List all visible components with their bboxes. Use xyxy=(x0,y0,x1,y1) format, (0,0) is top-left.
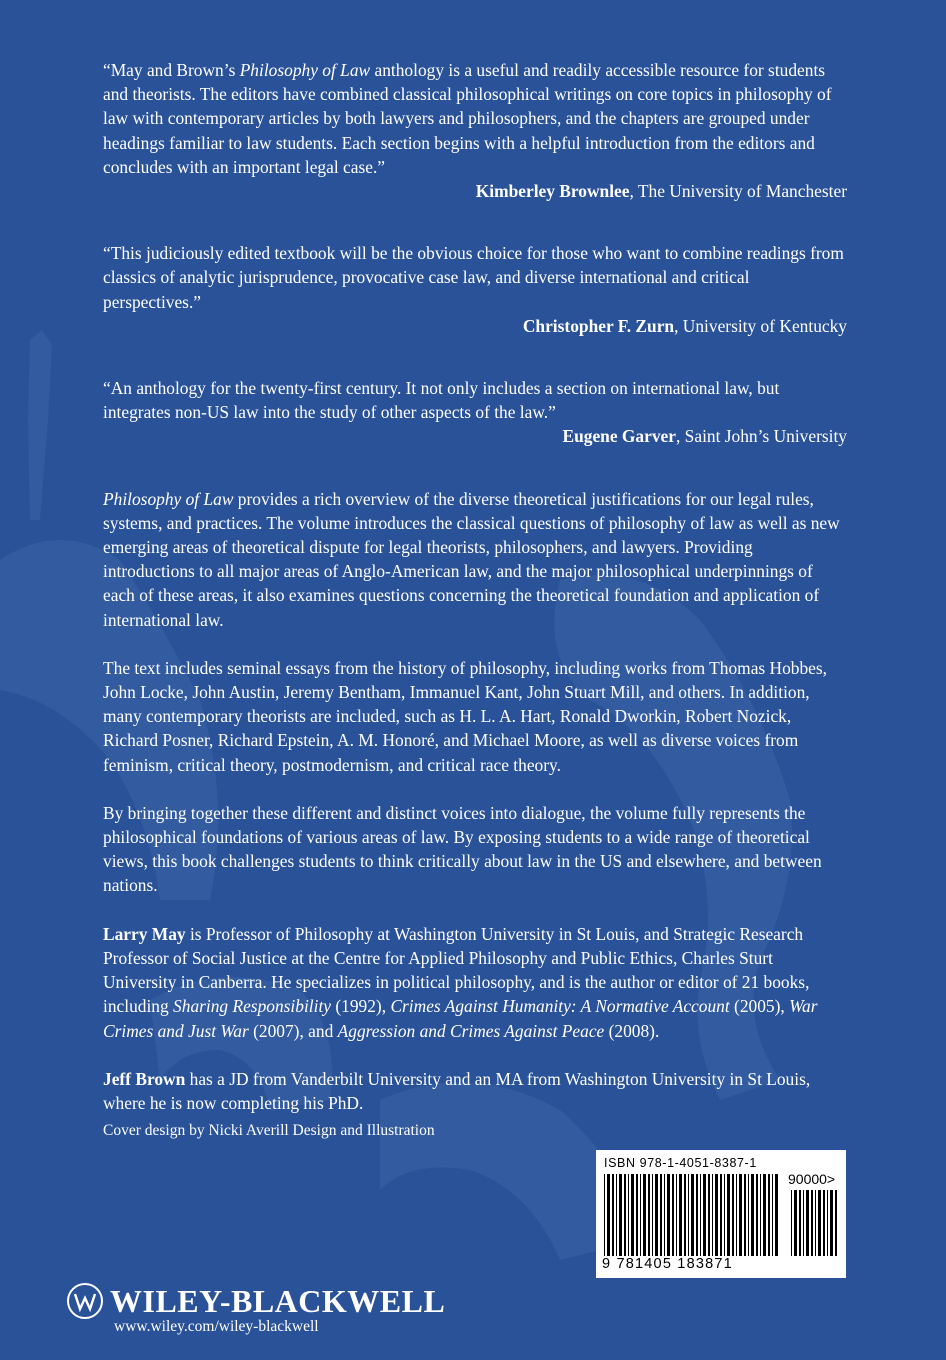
barcode-bar xyxy=(655,1174,658,1256)
barcode-bar xyxy=(679,1174,682,1256)
barcode-digits: 9 781405 183871 xyxy=(602,1256,733,1272)
cover-design-credit: Cover design by Nicki Averill Design and Illustration xyxy=(103,1122,435,1139)
barcode-bars xyxy=(604,1174,780,1256)
barcode-bar xyxy=(691,1174,694,1256)
barcode-bar xyxy=(791,1190,792,1256)
barcode-addon-label: 90000> xyxy=(788,1171,836,1187)
barcode-bar xyxy=(612,1174,614,1256)
barcode-bar xyxy=(700,1174,701,1256)
barcode-bar xyxy=(744,1174,746,1256)
quote-zurn: “This judiciously edited textbook will be the obvious choice for those who want to combine readings from classics of analytic jurisprudence, provocative case law, and diverse international and critical perspectives.” xyxy=(103,243,844,312)
quote-attribution: Eugene Garver, Saint John’s University xyxy=(562,426,847,447)
barcode-bar xyxy=(830,1190,833,1256)
barcode-bar xyxy=(720,1174,722,1256)
quote-attribution: Kimberley Brownlee, The University of Manchester xyxy=(475,181,847,202)
publisher-url: www.wiley.com/wiley-blackwell xyxy=(114,1318,319,1335)
barcode-bar xyxy=(806,1190,809,1256)
author-bio-brown: Jeff Brown has a JD from Vanderbilt University and an MA from Washington University in St Louis, where he is now completing his PhD. xyxy=(103,1068,811,1113)
barcode-bar xyxy=(660,1174,662,1256)
barcode-bar xyxy=(676,1174,677,1256)
isbn-barcode xyxy=(596,1150,846,1278)
publisher-name: WILEY-BLACKWELL xyxy=(110,1282,446,1319)
barcode-bar xyxy=(652,1174,653,1256)
wiley-blackwell-logo xyxy=(66,1282,445,1320)
barcode-bar xyxy=(607,1174,610,1256)
barcode-bar xyxy=(763,1174,766,1256)
barcode-bar xyxy=(799,1190,801,1256)
barcode-bar xyxy=(640,1174,641,1256)
barcode-bar xyxy=(684,1174,686,1256)
barcode-bar xyxy=(631,1174,634,1256)
barcode-bar xyxy=(835,1190,837,1256)
barcode-bar xyxy=(616,1174,617,1256)
description-paragraph: The text includes seminal essays from the history of philosophy, including works from Thomas Hobbes, John Locke, John Austin, Jeremy Bentham, Immanuel Kant, John Stuart Mill, and others. In addition, many contemporary theorists are included, such as H. L. A. Hart, Ronald Dworkin, Robert Nozick, Richard Posner, Richard Epstein, A. M. Honoré, and Michael Moore, as well as diverse voices from feminism, critical theory, postmodernism, and critical race theory. xyxy=(103,657,828,775)
barcode-bar xyxy=(696,1174,698,1256)
barcode-bar xyxy=(667,1174,670,1256)
barcode-bar xyxy=(803,1190,804,1256)
barcode-bar xyxy=(643,1174,646,1256)
barcode-bar xyxy=(751,1174,754,1256)
barcode-bar xyxy=(732,1174,734,1256)
barcode-bar xyxy=(688,1174,689,1256)
barcode-bar xyxy=(724,1174,725,1256)
back-cover-text xyxy=(103,58,847,1115)
barcode-bar xyxy=(672,1174,674,1256)
barcode-addon-bars xyxy=(791,1190,839,1256)
description-paragraph: Philosophy of Law provides a rich overview of the diverse theoretical justifications for our legal rules, systems, and practices. The volume introduces the classical questions of philosophy of law as well as new emerging areas of theoretical dispute for legal theorists, philosophers, and lawyers. Providing introductions to all major areas of Anglo-American law, and the major philosophical underpinnings of each of these areas, it also examines questions concerning the theoretical foundation and application of international law. xyxy=(103,488,840,630)
barcode-bar xyxy=(775,1174,778,1256)
barcode-bar xyxy=(823,1190,825,1256)
barcode-bar xyxy=(715,1174,718,1256)
quote-attribution: Christopher F. Zurn, University of Kentucky xyxy=(522,315,847,336)
barcode-bar xyxy=(827,1190,828,1256)
barcode-bar xyxy=(748,1174,749,1256)
barcode-bar xyxy=(664,1174,665,1256)
barcode-bar xyxy=(760,1174,761,1256)
barcode-bar xyxy=(624,1174,626,1256)
barcode-bar xyxy=(708,1174,710,1256)
barcode-bar xyxy=(628,1174,629,1256)
barcode-bar xyxy=(619,1174,622,1256)
barcode-bar xyxy=(703,1174,706,1256)
barcode-bar xyxy=(794,1190,797,1256)
barcode-bar xyxy=(712,1174,713,1256)
quote-garver: “An anthology for the twenty-first century. It not only includes a section on international law, but integrates non-US law into the study of other aspects of the law.” xyxy=(103,378,780,423)
barcode-bar xyxy=(818,1190,821,1256)
barcode-bar xyxy=(739,1174,742,1256)
author-bio-may: Larry May is Professor of Philosophy at Washington University in St Louis, and Strategic Research Professor of Social Justice at the Centre for Applied Philosophy and Public Ethics, Charles Sturt University in Canberra. He specializes in political philosophy, and is the author or editor of 21 books, including Sharing Responsibility (1992), Crimes Against Humanity: A Normative Account (2005), War Crimes and Just War (2007), and Aggression and Crimes Against Peace (2008). xyxy=(103,923,818,1041)
wiley-logo-icon xyxy=(66,1282,104,1320)
barcode-bar xyxy=(648,1174,650,1256)
isbn-label: ISBN 978-1-4051-8387-1 xyxy=(604,1156,757,1170)
barcode-bar xyxy=(636,1174,638,1256)
barcode-bar xyxy=(736,1174,737,1256)
barcode-bar xyxy=(815,1190,816,1256)
description-paragraph: By bringing together these different and distinct voices into dialogue, the volume fully represents the philosophical foundations of various areas of law. By exposing students to a wide range of theoretical views, this book challenges students to think critically about law in the US and elsewhere, and between nations. xyxy=(103,802,822,896)
barcode-bar xyxy=(811,1190,813,1256)
barcode-bar xyxy=(727,1174,730,1256)
barcode-bar xyxy=(756,1174,758,1256)
quote-brownlee: “May and Brown’s Philosophy of Law anthology is a useful and readily accessible resource for students and theorists. The editors have combined classical philosophical writings on core topics in philosophy of law with contemporary articles by both lawyers and philosophers, and the chapters are grouped under headings familiar to law students. Each section begins with a helpful introduction from the editors and concludes with an important legal case.” xyxy=(103,60,832,177)
barcode-bar xyxy=(604,1174,605,1256)
barcode-bar xyxy=(772,1174,773,1256)
barcode-bar xyxy=(768,1174,770,1256)
